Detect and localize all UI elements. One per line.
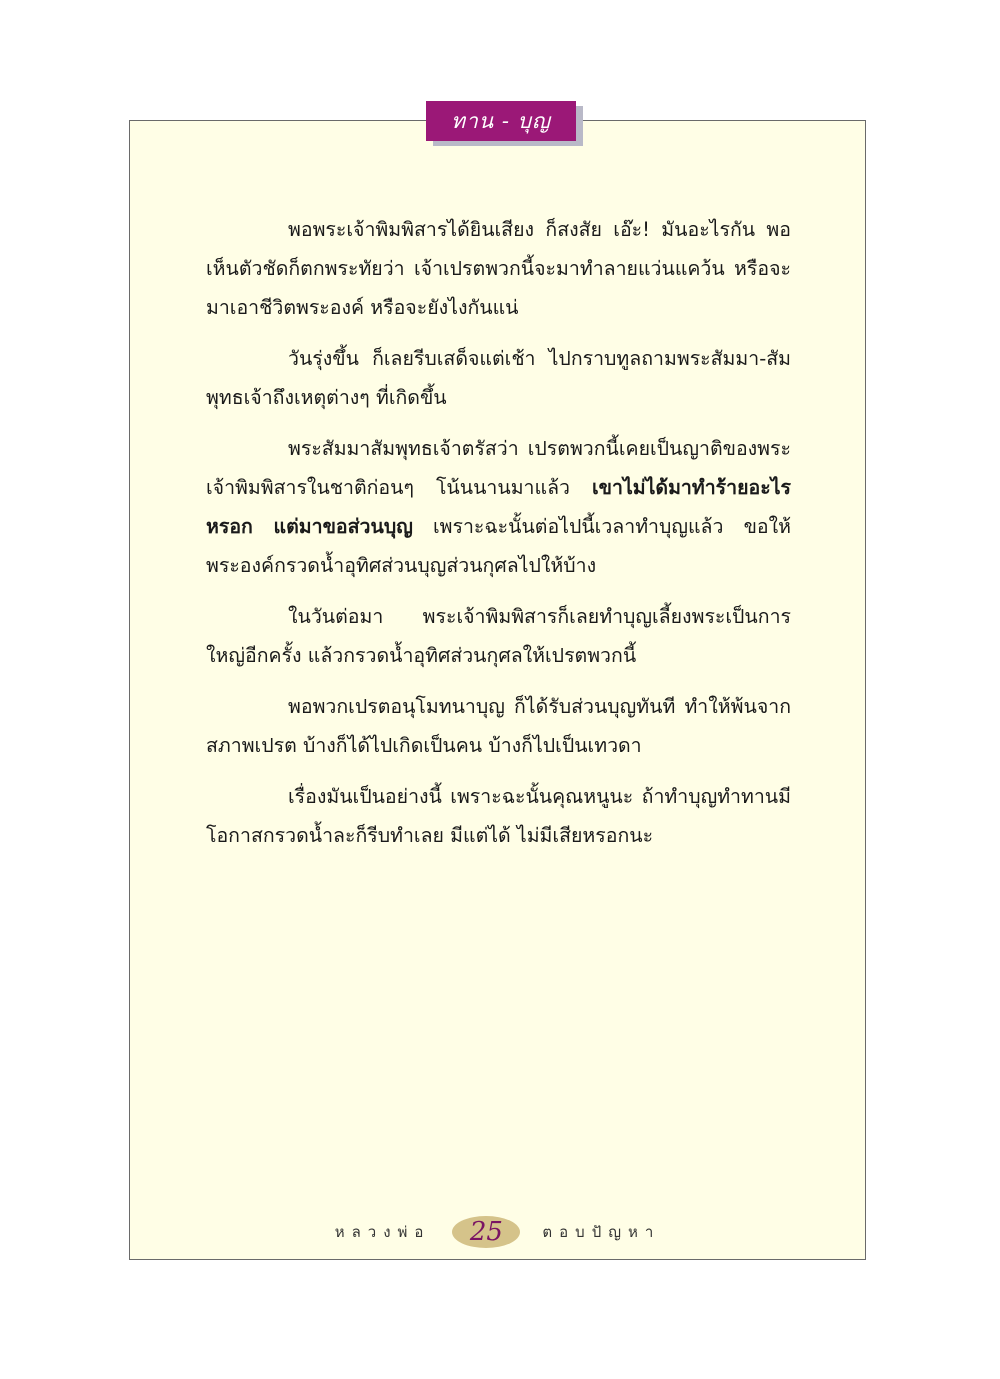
footer-right-text: ตอบปัญหา [542, 1223, 661, 1241]
paragraph-3 [206, 429, 791, 585]
paragraph-1: พอพระเจ้าพิมพิสารได้ยินเสียง ก็สงสัย เอ๊ะ! มันอะไรกัน พอเห็นตัวชัดก็ตกพระทัยว่า เจ้าเปรตพวกนี้จะมาทำลายแว่นแคว้น หรือจะมาเอาชีวิตพระองค์ หรือจะยังไงกันแน่ [206, 218, 791, 319]
paragraph-5: พอพวกเปรตอนุโมทนาบุญ ก็ได้รับส่วนบุญทันที ทำให้พ้นจากสภาพเปรต บ้างก็ได้ไปเกิดเป็นคน บ้างก็ไปเป็นเทวดา [206, 695, 791, 757]
paragraph-3-before: พระสัมมาสัมพุทธเจ้าตรัสว่า เปรตพวกนี้เคยเป็นญาติของพระเจ้าพิมพิสารในชาติก่อนๆ โน้นนานมาแล้ว [206, 437, 791, 499]
paragraph-2: วันรุ่งขึ้น ก็เลยรีบเสด็จแต่เช้า ไปกราบทูลถามพระสัมมา-สัมพุทธเจ้าถึงเหตุต่างๆ ที่เกิดขึ้น [206, 347, 791, 409]
paragraph-6: เรื่องมันเป็นอย่างนี้ เพราะฉะนั้นคุณหนูนะ ถ้าทำบุญทำทานมีโอกาสกรวดน้ำละก็รีบทำเลย มีแต่ได้ ไม่มีเสียหรอกนะ [206, 785, 791, 847]
header-tab [426, 101, 576, 141]
paragraph-4: ในวันต่อมา พระเจ้าพิมพิสารก็เลยทำบุญเลี้ยงพระเป็นการใหญ่อีกครั้ง แล้วกรวดน้ำอุทิศส่วนกุศลให้เปรตพวกนี้ [206, 605, 791, 667]
header-title: ทาน - บุญ [451, 108, 551, 133]
paragraph-3-bold: เขาไม่ได้มาทำร้ายอะไรหรอก แต่มาขอส่วนบุญ [206, 476, 791, 538]
page-footer [129, 1212, 866, 1252]
footer-left-text: หลวงพ่อ [334, 1223, 431, 1241]
page-number-badge: 25 [452, 1216, 520, 1248]
body-text [206, 210, 791, 867]
paragraph-3-after: เพราะฉะนั้นต่อไปนี้เวลาทำบุญแล้ว ขอให้พระองค์กรวดน้ำอุทิศส่วนบุญส่วนกุศลไปให้บ้าง [206, 515, 791, 577]
